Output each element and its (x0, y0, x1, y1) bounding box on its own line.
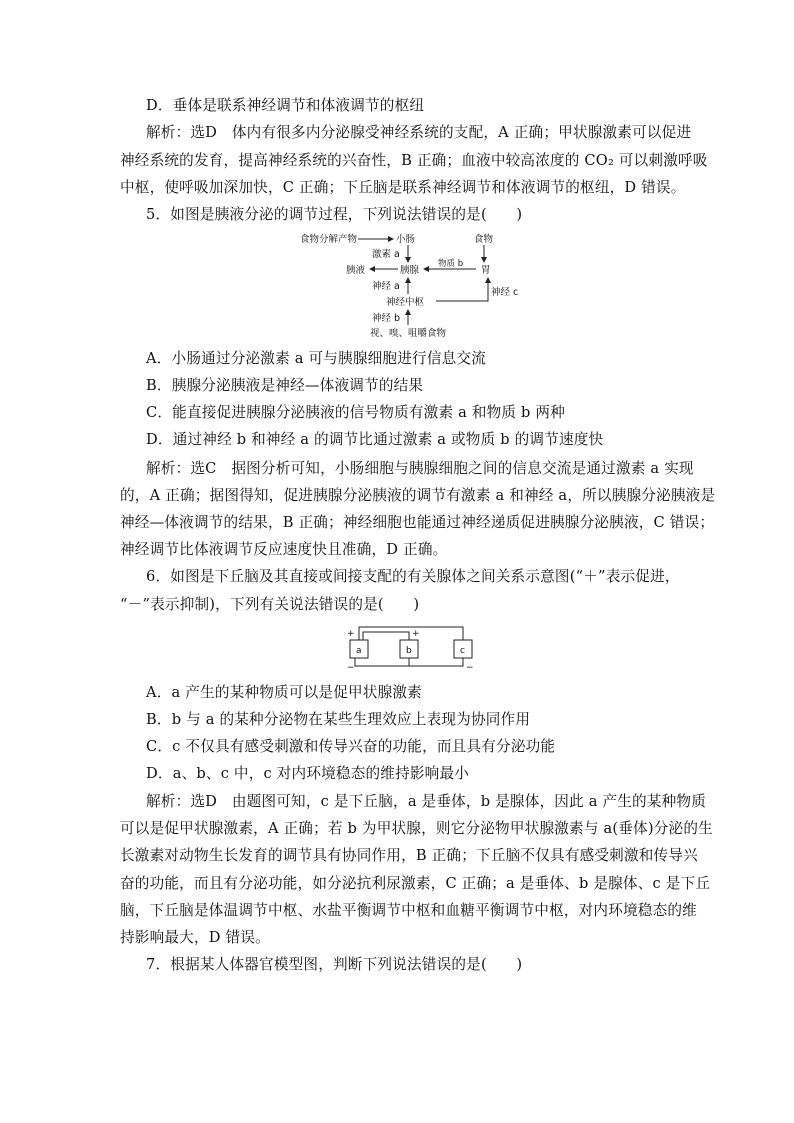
q6-stem-line-1: 6．如图是下丘脑及其直接或间接支配的有关腺体之间关系示意图(“＋”表示促进， (146, 568, 680, 585)
box-b-label: b (406, 646, 412, 656)
arrow-center-to-stomach (436, 278, 488, 301)
label-senses: 视、嗅、咀嚼食物 (370, 328, 447, 339)
q6-analysis-line-3: 长激素对动物生长发育的调节具有协同作用，B 正确；下丘脑不仅具有感受刺激和传导兴 (120, 847, 698, 864)
q6-option-d: D．a、b、c 中，c 对内环境稳态的维持影响最小 (146, 765, 470, 782)
q5-option-a: A．小肠通过分泌激素 a 可与胰腺细胞进行信息交流 (146, 350, 486, 367)
q4-analysis-line-3: 中枢，使呼吸加深加快，C 正确；下丘脑是联系神经调节和体液调节的枢纽，D 错误。 (120, 179, 686, 196)
q5-option-b: B．胰腺分泌胰液是神经—体液调节的结果 (146, 377, 424, 394)
q6-analysis-line-1: 解析：选D 由题图可知，c 是下丘脑，a 是垂体，b 是腺体，因此 a 产生的某种物质 (146, 793, 707, 810)
label-substance-b: 物质 b (438, 259, 464, 269)
q5-analysis-line-1: 解析：选C 据图分析可知，小肠细胞与胰腺细胞之间的信息交流是通过激素 a 实现 (146, 460, 694, 477)
line-b-to-a (355, 658, 409, 666)
minus-sign-c: − (466, 663, 474, 672)
q5-analysis-line-3: 神经—体液调节的结果，B 正确；神经细胞也能通过神经递质促进胰腺分泌胰液，C 错误； (120, 514, 715, 531)
label-nerve-c: 神经 c (491, 287, 519, 298)
hypothalamus-gland-diagram (342, 622, 478, 672)
label-small-intestine: 小肠 (396, 234, 416, 245)
q6-option-a: A．a 产生的某种物质可以是促甲状腺激素 (146, 684, 422, 701)
q6-option-b: B．b 与 a 的某种分泌物在某些生理效应上表现为协同作用 (146, 711, 531, 728)
q5-option-d: D．通过神经 b 和神经 a 的调节比通过激素 a 或物质 b 的调节速度快 (146, 431, 604, 448)
plus-sign-a: + (347, 629, 355, 639)
q7-stem: 7．根据某人体器官模型图，判断下列说法错误的是( ) (146, 956, 523, 973)
line-c-to-a (359, 627, 463, 640)
q6-analysis-line-4: 奋的功能，而且有分泌功能，如分泌抗利尿激素，C 正确；a 是垂体、b 是腺体、c 是下丘 (120, 875, 711, 892)
label-hormone-a: 激素 a (372, 249, 400, 260)
q6-analysis-line-2: 可以是促甲状腺激素，A 正确；若 b 为甲状腺，则它分泌物甲状腺激素与 a(垂体)分泌的生 (120, 820, 713, 837)
label-food: 食物 (474, 234, 494, 245)
minus-sign-a: − (347, 663, 355, 672)
label-food-products: 食物分解产物 (300, 234, 358, 245)
q5-analysis-line-2: 的，A 正确；据图得知，促进胰腺分泌胰液的调节有激素 a 和神经 a，所以胰腺分泌胰液是 (120, 487, 716, 504)
q6-analysis-line-6: 持影响最大，D 错误。 (120, 929, 270, 946)
q5-stem: 5．如图是胰液分泌的调节过程，下列说法错误的是( ) (146, 206, 523, 223)
label-nerve-b: 神经 b (372, 313, 401, 324)
q6-analysis-line-5: 脑，下丘脑是体温调节中枢、水盐平衡调节中枢和血糖平衡调节中枢，对内环境稳态的维 (120, 902, 697, 919)
q4-option-d: D．垂体是联系神经调节和体液调节的枢纽 (146, 97, 425, 114)
q6-stem-line-2: “－”表示抑制)，下列有关说法错误的是( ) (120, 596, 420, 613)
label-nerve-a: 神经 a (372, 281, 400, 292)
q4-analysis-line-1: 解析：选D 体内有很多内分泌腺受神经系统的支配，A 正确；甲状腺激素可以促进 (146, 124, 692, 141)
line-a-to-b (363, 632, 409, 640)
q5-option-c: C．能直接促进胰腺分泌胰液的信号物质有激素 a 和物质 b 两种 (146, 404, 566, 421)
q4-analysis-line-2: 神经系统的发育，提高神经系统的兴奋性，B 正确；血液中较高浓度的 CO₂ 可以刺激呼吸 (120, 152, 708, 169)
label-pancreas: 胰腺 (400, 265, 420, 276)
q6-option-c: C．c 不仅具有感受刺激和传导兴奋的功能，而且具有分泌功能 (146, 738, 556, 755)
label-stomach: 胃 (481, 265, 491, 276)
plus-sign-b: + (412, 629, 420, 639)
line-b-to-c (409, 658, 463, 666)
pancreas-regulation-diagram (296, 230, 536, 342)
box-a-label: a (356, 646, 362, 656)
label-pancreatic-juice: 胰液 (346, 265, 366, 276)
box-c-label: c (460, 646, 465, 656)
q5-analysis-line-4: 神经调节比体液调节反应速度快且准确，D 正确。 (120, 541, 448, 558)
label-nerve-center: 神经中枢 (386, 297, 425, 308)
